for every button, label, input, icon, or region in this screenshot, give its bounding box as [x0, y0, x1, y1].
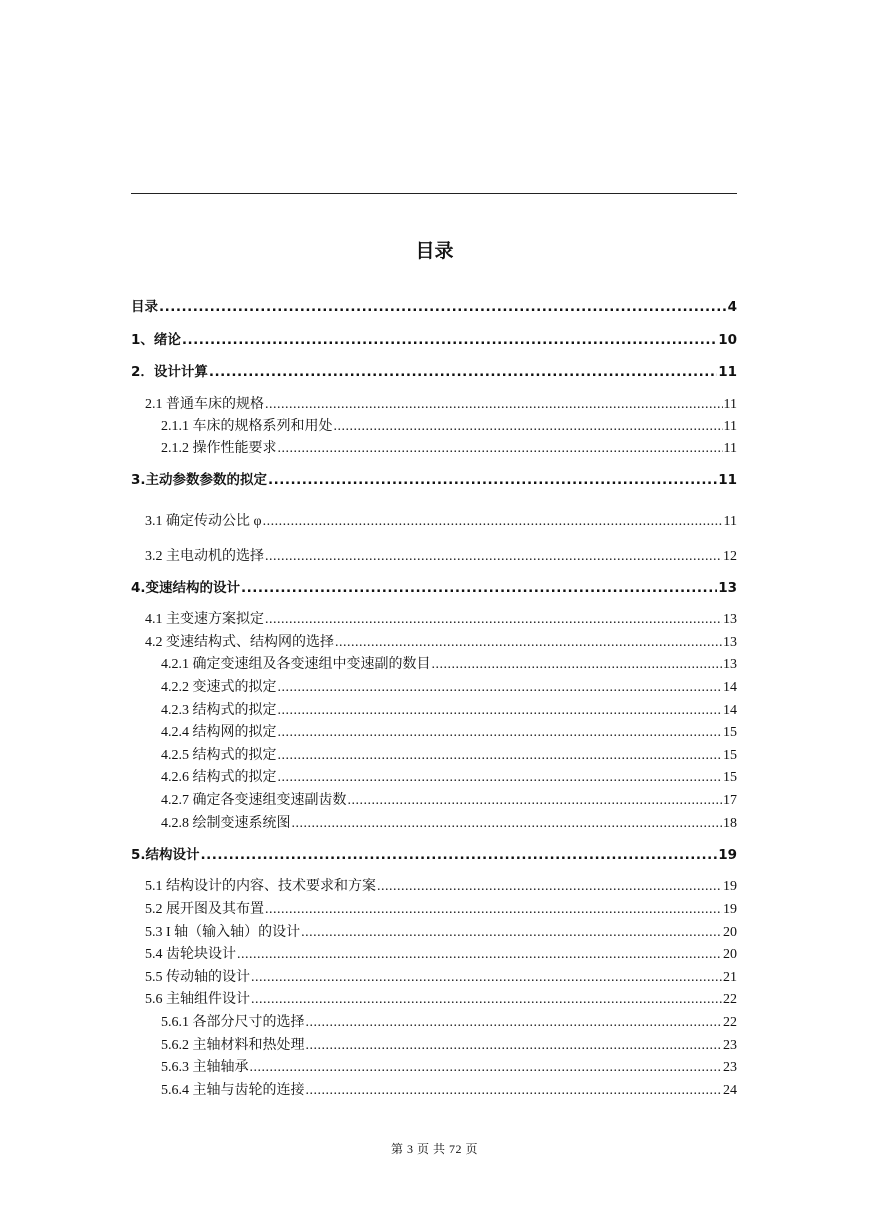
toc-entry-page: 20: [723, 925, 737, 940]
toc-leader-dots: [251, 991, 722, 1009]
toc-entry[interactable]: [161, 702, 737, 720]
toc-leader-dots: [268, 471, 717, 489]
toc-entry-label: 5.结构设计: [131, 847, 200, 863]
toc-entry[interactable]: [161, 769, 737, 787]
toc-entry-label: 4.2.7 确定各变速组变速副齿数: [161, 793, 347, 808]
toc-entry-page: 15: [723, 725, 737, 740]
toc-entry[interactable]: [161, 1059, 737, 1077]
toc-entry-label: 4.2.6 结构式的拟定: [161, 770, 277, 785]
toc-leader-dots: [159, 298, 727, 316]
toc-entry[interactable]: [145, 611, 737, 629]
toc-entry-page: 11: [723, 397, 737, 412]
toc-entry-label: 4.2.2 变速式的拟定: [161, 680, 277, 695]
toc-leader-dots: [278, 702, 723, 720]
toc-entry-page: 22: [723, 992, 737, 1007]
toc-entry-page: 13: [723, 635, 737, 650]
toc-leader-dots: [306, 1037, 723, 1055]
toc-entry[interactable]: [145, 634, 737, 652]
page-title: 目录: [415, 240, 454, 262]
toc-entry-page: 14: [723, 680, 737, 695]
toc-entry[interactable]: [161, 724, 737, 742]
toc-entry[interactable]: [131, 846, 737, 864]
toc-leader-dots: [237, 946, 722, 964]
header-rule: [131, 193, 737, 194]
toc-entry-label: 5.3 I 轴（输入轴）的设计: [145, 925, 301, 940]
toc-entry-label: 4.2.1 确定变速组及各变速组中变速副的数目: [161, 657, 431, 672]
toc-entry-label: 5.6.2 主轴材料和热处理: [161, 1038, 305, 1053]
toc-leader-dots: [377, 878, 722, 896]
toc-leader-dots: [265, 548, 722, 566]
toc-entry[interactable]: [145, 969, 737, 987]
toc-leader-dots: [278, 769, 723, 787]
toc-entry-label: 2.1.2 操作性能要求: [161, 441, 277, 456]
toc-leader-dots: [251, 969, 722, 987]
toc-leader-dots: [306, 1014, 723, 1032]
toc-entry[interactable]: [161, 418, 737, 436]
toc-leader-dots: [265, 611, 722, 629]
toc-leader-dots: [292, 815, 723, 833]
toc-entry-page: 21: [723, 970, 737, 985]
toc-entry-label: 5.6 主轴组件设计: [145, 992, 250, 1007]
toc-entry-page: 17: [723, 793, 737, 808]
toc-entry[interactable]: [145, 396, 737, 414]
toc-entry-page: 11: [723, 419, 737, 434]
toc-leader-dots: [241, 579, 717, 597]
toc-leader-dots: [306, 1082, 723, 1100]
toc-entry-label: 2.1 普通车床的规格: [145, 397, 264, 412]
toc-entry-page: 13: [723, 657, 737, 672]
toc-leader-dots: [432, 656, 723, 674]
toc-entry-label: 5.6.1 各部分尺寸的选择: [161, 1015, 305, 1030]
toc-entry-label: 2.1.1 车床的规格系列和用处: [161, 419, 333, 434]
toc-leader-dots: [301, 924, 722, 942]
toc-entry-label: 5.6.4 主轴与齿轮的连接: [161, 1083, 305, 1098]
toc-entry-label: 目录: [131, 299, 158, 315]
toc-entry-label: 3.2 主电动机的选择: [145, 549, 264, 564]
toc-entry-page: 24: [723, 1083, 737, 1098]
toc-entry-label: 4.2 变速结构式、结构网的选择: [145, 635, 334, 650]
toc-entry[interactable]: [145, 513, 737, 531]
toc-entry[interactable]: [161, 747, 737, 765]
toc-entry[interactable]: [145, 946, 737, 964]
toc-leader-dots: [265, 396, 723, 414]
toc-entry-page: 18: [723, 816, 737, 831]
toc-entry-label: 4.2.4 结构网的拟定: [161, 725, 277, 740]
toc-entry-label: 5.6.3 主轴轴承: [161, 1060, 249, 1075]
toc-leader-dots: [182, 331, 717, 349]
toc-entry-label: 5.5 传动轴的设计: [145, 970, 250, 985]
toc-entry[interactable]: [145, 548, 737, 566]
toc-leader-dots: [250, 1059, 723, 1077]
toc-entry-page: 13: [718, 580, 737, 596]
toc-entry-label: 4.2.5 结构式的拟定: [161, 748, 277, 763]
toc-entry-label: 3.主动参数参数的拟定: [131, 472, 268, 488]
toc-entry[interactable]: [145, 924, 737, 942]
toc-entry-page: 19: [723, 902, 737, 917]
toc-entry-page: 15: [723, 770, 737, 785]
toc-entry-label: 4.2.3 结构式的拟定: [161, 703, 277, 718]
toc-entry-page: 14: [723, 703, 737, 718]
toc-entry-page: 12: [723, 549, 737, 564]
toc-entry[interactable]: [131, 363, 737, 381]
toc-entry[interactable]: [161, 815, 737, 833]
toc-entry-page: 10: [718, 332, 737, 348]
toc-entry-page: 11: [723, 514, 737, 529]
toc-leader-dots: [209, 363, 717, 381]
toc-entry[interactable]: [131, 331, 737, 349]
toc-entry-page: 20: [723, 947, 737, 962]
toc-entry-page: 19: [723, 879, 737, 894]
toc-leader-dots: [278, 724, 723, 742]
toc-entry-page: 22: [723, 1015, 737, 1030]
toc-entry-page: 4: [727, 299, 737, 315]
toc-entry-label: 5.4 齿轮块设计: [145, 947, 236, 962]
toc-entry-page: 11: [718, 472, 737, 488]
toc-entry[interactable]: [145, 878, 737, 896]
toc-entry-page: 23: [723, 1060, 737, 1075]
toc-entry-label: 4.1 主变速方案拟定: [145, 612, 264, 627]
toc-leader-dots: [278, 747, 723, 765]
toc-entry[interactable]: [131, 298, 737, 316]
toc-leader-dots: [201, 846, 718, 864]
toc-entry-page: 11: [723, 441, 737, 456]
toc-entry-page: 15: [723, 748, 737, 763]
toc-entry[interactable]: [161, 656, 737, 674]
toc-entry-label: 1、绪论: [131, 332, 181, 348]
toc-entry-page: 23: [723, 1038, 737, 1053]
toc-leader-dots: [334, 418, 723, 436]
page-footer: 第 3 页 共 72 页: [390, 1142, 478, 1156]
toc-leader-dots: [278, 679, 723, 697]
toc-entry[interactable]: [145, 991, 737, 1009]
toc-leader-dots: [265, 901, 722, 919]
toc-entry-label: 4.变速结构的设计: [131, 580, 241, 596]
toc-entry[interactable]: [145, 901, 737, 919]
toc-entry[interactable]: [161, 679, 737, 697]
toc-entry-label: 5.2 展开图及其布置: [145, 902, 264, 917]
toc-entry[interactable]: [161, 440, 737, 458]
toc-entry-page: 19: [718, 847, 737, 863]
toc-leader-dots: [335, 634, 722, 652]
toc-entry[interactable]: [161, 792, 737, 810]
toc-leader-dots: [278, 440, 723, 458]
toc-entry-label: 5.1 结构设计的内容、技术要求和方案: [145, 879, 376, 894]
toc-entry-label: 4.2.8 绘制变速系统图: [161, 816, 291, 831]
toc-leader-dots: [348, 792, 723, 810]
toc-entry[interactable]: [131, 471, 737, 489]
toc-entry-page: 13: [723, 612, 737, 627]
toc-entry-label: 2．设计计算: [131, 364, 208, 380]
toc-entry[interactable]: [161, 1082, 737, 1100]
toc-entry[interactable]: [161, 1037, 737, 1055]
toc-entry[interactable]: [161, 1014, 737, 1032]
toc-entry-page: 11: [718, 364, 737, 380]
toc-entry[interactable]: [131, 579, 737, 597]
toc-entry-label: 3.1 确定传动公比 φ: [145, 514, 262, 529]
toc-leader-dots: [263, 513, 723, 531]
